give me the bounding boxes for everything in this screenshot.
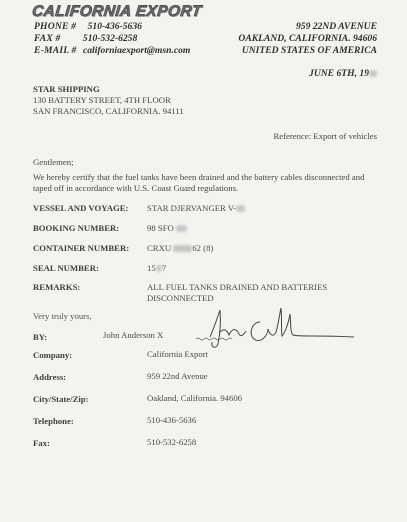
body-line-1: We hereby certify that the fuel tanks have been drained and the battery cables disconnected and: [33, 172, 365, 182]
address-value: 959 22nd Avenue: [147, 371, 208, 381]
address-label: Address:: [33, 372, 67, 382]
email-address: californiaexport@msn.com: [82, 45, 191, 56]
fax-number: 510-532-6258: [82, 33, 138, 44]
container-label: CONTAINER NUMBER:: [33, 243, 130, 253]
fax-line: [34, 33, 137, 44]
fax-label-bottom: Fax:: [33, 438, 50, 448]
remarks-line-1: ALL FUEL TANKS DRAINED AND BATTERIES: [147, 282, 328, 292]
container-value: CRXU 62 (8): [147, 243, 214, 253]
phone-line: [34, 21, 142, 32]
letter-date: JUNE 6TH, 19: [309, 68, 377, 79]
booking-label: BOOKING NUMBER:: [33, 223, 120, 233]
address-line-3: UNITED STATES OF AMERICA: [241, 45, 377, 56]
remarks-label: REMARKS:: [33, 282, 81, 292]
handwritten-signature: [196, 304, 356, 354]
recipient-street: 130 BATTERY STREET, 4TH FLOOR: [33, 95, 171, 105]
seal-value: 15 7: [147, 263, 167, 273]
phone-label: PHONE #: [34, 21, 77, 32]
by-label: BY:: [33, 332, 48, 342]
redaction: [369, 70, 377, 77]
citystate-label: City/State/Zip:: [33, 394, 89, 404]
address-line-2: OAKLAND, CALIFORNIA. 94606: [238, 33, 377, 44]
fax-label: FAX #: [34, 33, 61, 44]
vessel-value: STAR DJERVANGER V-: [147, 203, 245, 213]
telephone-value: 510-436-5636: [147, 415, 197, 425]
salutation: Gentlemen;: [33, 157, 74, 167]
seal-label: SEAL NUMBER:: [33, 263, 99, 273]
vessel-label: VESSEL AND VOYAGE:: [33, 203, 129, 213]
phone-number: 510-436-5636: [87, 21, 142, 32]
company-logo: CALIFORNIA EXPORT: [31, 3, 203, 20]
remarks-line-2: DISCONNECTED: [147, 293, 214, 303]
recipient-city: SAN FRANCISCO, CALIFORNIA. 94111: [33, 106, 184, 116]
address-line-1: 959 22ND AVENUE: [295, 21, 377, 32]
redaction: [176, 225, 187, 232]
email-line: [34, 45, 190, 56]
citystate-value: Oakland, California. 94606: [147, 393, 243, 403]
company-label: Company:: [33, 350, 73, 360]
redaction: [156, 265, 162, 272]
body-line-2: taped off in accordance with U.S. Coast Guard regulations.: [33, 183, 239, 193]
closing: Very truly yours,: [33, 311, 92, 321]
email-label: E-MAIL #: [34, 45, 77, 56]
company-value: California Export: [147, 349, 209, 359]
booking-value: 98 SFO: [147, 223, 187, 233]
reference-line: Reference: Export of vehicles: [273, 131, 377, 141]
recipient-name: STAR SHIPPING: [33, 84, 100, 94]
by-value: John Anderson X: [103, 330, 164, 340]
fax-value-bottom: 510-532-6258: [147, 437, 197, 447]
telephone-label: Telephone:: [33, 416, 74, 426]
redaction: [236, 205, 245, 212]
redaction: [173, 245, 192, 252]
